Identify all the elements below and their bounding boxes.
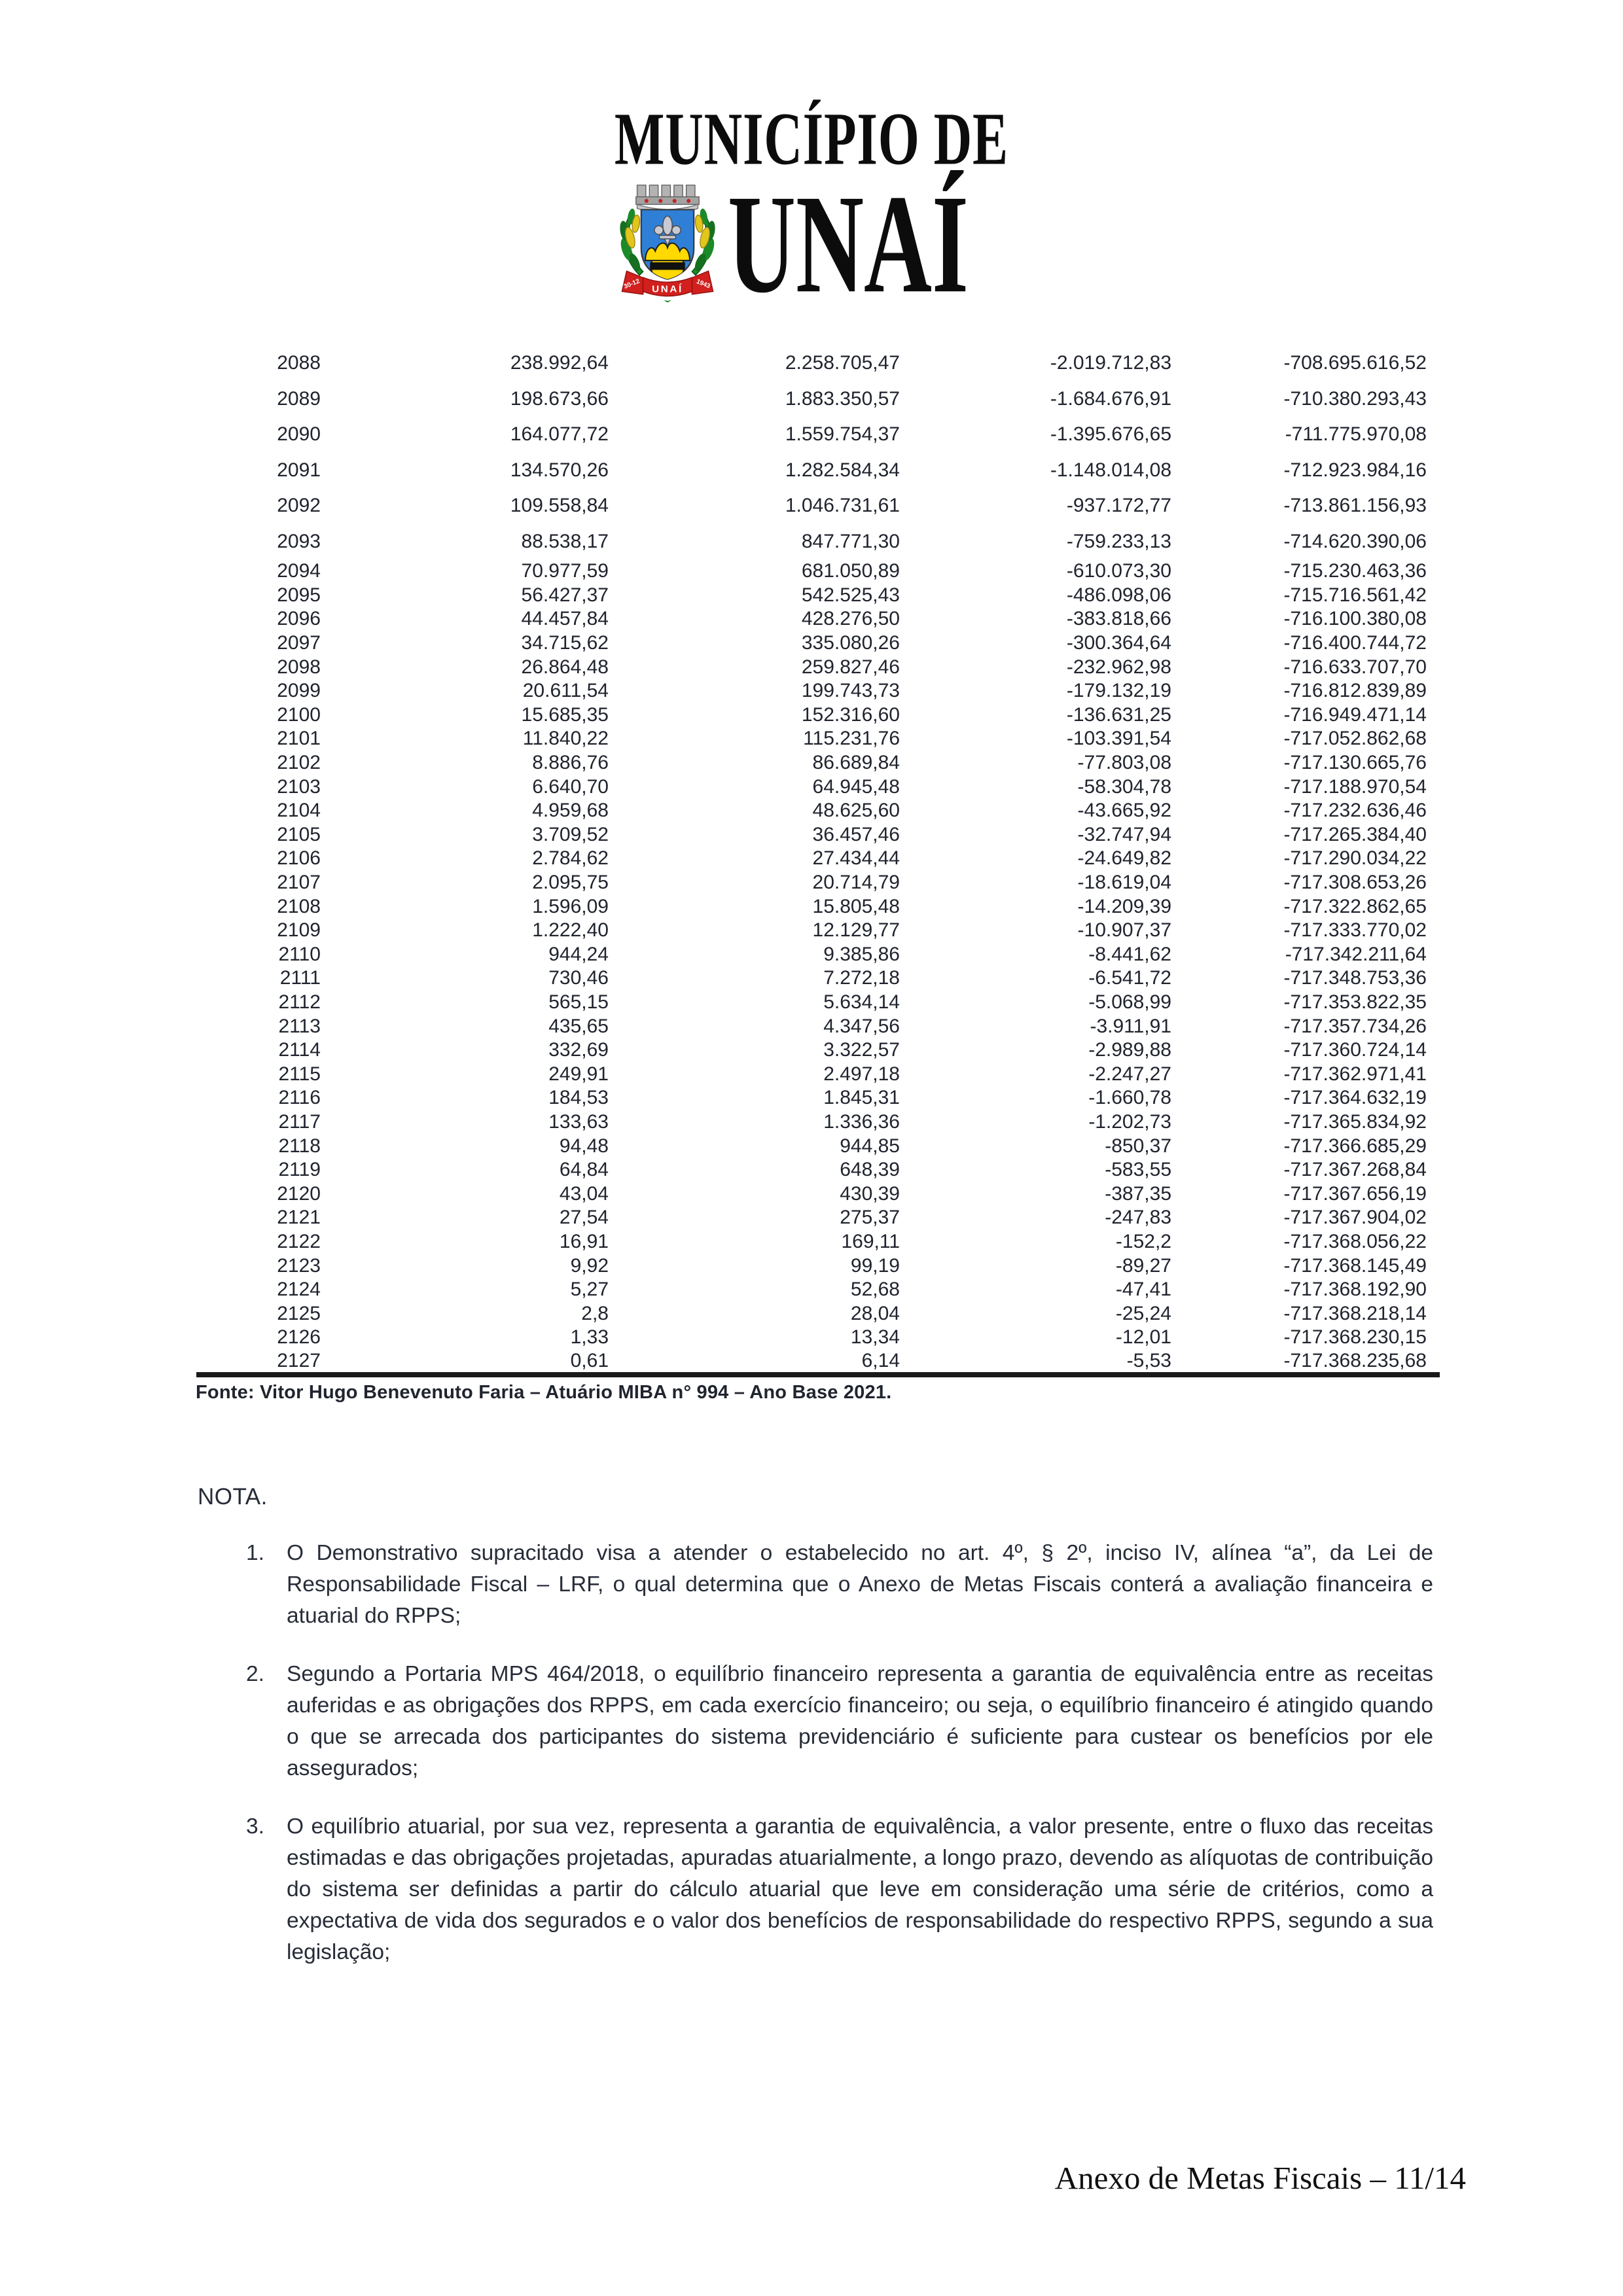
table-row [196,847,1440,871]
value-cell: 428.276,50 [801,608,900,630]
value-cell: -47,41 [1115,1279,1171,1301]
year-cell: 2101 [277,728,321,750]
value-cell: 3.709,52 [532,823,609,845]
note-text: Segundo a Portaria MPS 464/2018, o equilíbrio financeiro representa a garantia de equivalência entre as receitas auferidas e as obrigações dos RPPS, em cada exercício financeiro; ou seja, o equilíbrio financeiro é atingido quando o que se arrecada dos participantes do sistema previdenciário é suficiente para custear os benefícios por ele assegurados; [287,1662,1433,1780]
value-cell: 5.634,14 [823,991,900,1013]
year-cell: 2109 [277,919,321,942]
value-cell: 88.538,17 [521,530,609,552]
value-cell: -583,55 [1105,1159,1171,1181]
value-cell: -717.052.862,68 [1283,728,1427,750]
value-cell: 20.714,79 [812,872,900,894]
value-cell: -712.923.984,16 [1283,459,1427,481]
value-cell: -717.364.632,19 [1283,1087,1427,1109]
table-row [196,584,1440,608]
value-cell: 1.336,36 [823,1110,900,1133]
note-item [196,1811,1440,1968]
value-cell: -24.649,82 [1077,847,1171,870]
table-row [196,1350,1440,1375]
value-cell: -43.665,92 [1077,800,1171,822]
value-cell: -717.368.192,90 [1283,1279,1427,1301]
value-cell: 27,54 [559,1207,609,1229]
value-cell: -10.907,37 [1077,919,1171,942]
value-cell: -717.362.971,41 [1283,1063,1427,1085]
table-row [196,1326,1440,1350]
value-cell: 1.845,31 [823,1087,900,1109]
value-cell: 542.525,43 [801,584,900,606]
value-cell: -8.441,62 [1088,943,1171,965]
value-cell: 169,11 [841,1230,900,1252]
year-cell: 2117 [278,1110,321,1133]
value-cell: 199.743,73 [801,680,900,702]
table-row [196,1206,1440,1230]
value-cell: -1.395.676,65 [1050,423,1171,446]
value-cell: 8.886,76 [532,752,609,774]
value-cell: -717.368.218,14 [1283,1302,1427,1324]
value-cell: -717.367.268,84 [1283,1159,1427,1181]
value-cell: 1.559.754,37 [785,423,900,446]
value-cell: 56.427,37 [521,584,609,606]
value-cell: -717.308.653,26 [1283,872,1427,894]
notes-list [196,1538,1440,1995]
value-cell: -1.684.676,91 [1050,387,1171,410]
value-cell: 13,34 [850,1326,900,1349]
table-row [196,751,1440,775]
table-row [196,727,1440,751]
table-body [196,345,1440,1375]
value-cell: 944,24 [548,943,609,965]
value-cell: -717.368.056,22 [1283,1230,1427,1252]
value-cell: -711.775.970,08 [1285,423,1427,446]
table-row [196,943,1440,967]
value-cell: 27.434,44 [812,847,900,870]
value-cell: -717.368.145,49 [1283,1254,1427,1277]
value-cell: 2.497,18 [823,1063,900,1085]
value-cell: -717.265.384,40 [1283,823,1427,845]
note-number: 2. [246,1662,264,1686]
value-cell: 133,63 [548,1110,609,1133]
year-cell: 2089 [277,387,321,410]
table-row [196,1038,1440,1063]
year-cell: 2127 [277,1349,321,1371]
value-cell: 48.625,60 [812,800,900,822]
year-cell: 2091 [277,459,321,481]
laurel-branch-left [618,208,643,275]
table-row [196,1110,1440,1135]
value-cell: -717.290.034,22 [1283,847,1427,870]
year-cell: 2097 [277,632,321,654]
table-row [196,1301,1440,1326]
value-cell: 3.322,57 [823,1039,900,1061]
value-cell: 1.883.350,57 [785,387,900,410]
value-cell: 94,48 [559,1135,609,1157]
year-cell: 2111 [279,967,321,989]
actuarial-projection-table [196,345,1440,1377]
value-cell: -300.364,64 [1066,632,1171,654]
value-cell: 43,04 [559,1182,609,1205]
value-cell: -717.348.753,36 [1283,967,1427,989]
year-cell: 2094 [277,560,321,582]
value-cell: -1.148.014,08 [1050,459,1171,481]
value-cell: 259.827,46 [801,656,900,678]
year-cell: 2088 [277,352,321,374]
value-cell: 430,39 [840,1182,900,1205]
ribbon-text-right: 1943 [695,278,711,291]
value-cell: 198.673,66 [510,387,609,410]
year-cell: 2108 [277,895,321,917]
table-row [196,966,1440,991]
value-cell: -232.962,98 [1066,656,1171,678]
value-cell: -715.716.561,42 [1283,584,1427,606]
value-cell: 335.080,26 [801,632,900,654]
table-row [196,703,1440,728]
year-cell: 2107 [277,872,321,894]
year-cell: 2104 [277,800,321,822]
value-cell: -716.400.744,72 [1283,632,1427,654]
value-cell: 70.977,59 [521,560,609,582]
value-cell: 1.222,40 [532,919,609,942]
value-cell: -716.633.707,70 [1283,656,1427,678]
value-cell: 249,91 [548,1063,609,1085]
value-cell: -6.541,72 [1088,967,1171,989]
value-cell: -25,24 [1115,1302,1171,1324]
shield [641,209,694,283]
note-text: O Demonstrativo supracitado visa a atender o estabelecido no art. 4º, § 2º, inciso IV, alínea “a”, da Lei de Responsabilidade Fiscal – LRF, o qual determina que o Anexo de Metas Fiscais conterá a avaliação financeira e atuarial do RPPS; [287,1541,1433,1628]
value-cell: -1.202,73 [1088,1110,1171,1133]
table-row [196,655,1440,679]
table-row [196,1086,1440,1110]
value-cell: 26.864,48 [521,656,609,678]
year-cell: 2113 [278,1015,321,1037]
table-row [196,488,1440,524]
year-cell: 2093 [277,530,321,552]
value-cell: -717.322.862,65 [1283,895,1427,917]
table-row [196,1158,1440,1182]
value-cell: 730,46 [548,967,609,989]
value-cell: 1.046.731,61 [785,495,900,517]
value-cell: 12.129,77 [812,919,900,942]
source-note: Fonte: Vitor Hugo Benevenuto Faria – Atuário MIBA n° 994 – Ano Base 2021. [196,1382,892,1403]
value-cell: 4.347,56 [823,1015,900,1037]
year-cell: 2115 [278,1063,321,1085]
value-cell: 681.050,89 [801,560,900,582]
year-cell: 2112 [278,991,321,1013]
table-row [196,991,1440,1015]
table-row [196,799,1440,823]
value-cell: -714.620.390,06 [1283,530,1427,552]
year-cell: 2116 [278,1087,321,1109]
value-cell: 2.258.705,47 [785,352,900,374]
year-cell: 2125 [277,1302,321,1324]
year-cell: 2095 [277,584,321,606]
value-cell: -610.073,30 [1066,560,1171,582]
value-cell: -2.247,27 [1088,1063,1171,1085]
value-cell: 5,27 [570,1279,609,1301]
table-row [196,453,1440,489]
value-cell: -717.232.636,46 [1283,800,1427,822]
year-cell: 2090 [277,423,321,446]
value-cell: -179.132,19 [1066,680,1171,702]
value-cell: -717.366.685,29 [1283,1135,1427,1157]
year-cell: 2099 [277,680,321,702]
year-cell: 2122 [277,1230,321,1252]
year-cell: 2120 [277,1182,321,1205]
notes-title: NOTA. [198,1484,268,1510]
value-cell: 0,61 [570,1349,609,1371]
header-title-text: MUNICÍPIO DE [614,97,1008,181]
table-row [196,345,1440,381]
note-number: 1. [246,1541,264,1565]
value-cell: 944,85 [840,1135,900,1157]
year-cell: 2126 [277,1326,321,1349]
value-cell: 9.385,86 [823,943,900,965]
value-cell: -103.391,54 [1066,728,1171,750]
note-text: O equilíbrio atuarial, por sua vez, representa a garantia de equivalência, a valor presente, entre o fluxo das receitas estimadas e das obrigações projetadas, apuradas atuarialmente, a longo prazo, devendo as alíquotas de contribuição do sistema ser definidas a partir do cálculo atuarial que leve em consideração uma série de critérios, como a expectativa de vida dos segurados e o valor dos benefícios de responsabilidade do respectivo RPPS, segundo a sua legislação; [287,1814,1433,1964]
year-cell: 2103 [277,775,321,798]
year-cell: 2092 [277,495,321,517]
value-cell: 648,39 [840,1159,900,1181]
value-cell: -937.172,77 [1066,495,1171,517]
value-cell: 847.771,30 [801,530,900,552]
value-cell: -759.233,13 [1066,530,1171,552]
year-cell: 2124 [277,1279,321,1301]
value-cell: 11.840,22 [522,728,609,750]
table-row [196,823,1440,847]
value-cell: -1.660,78 [1088,1087,1171,1109]
value-cell: 1,33 [570,1326,609,1349]
value-cell: -715.230.463,36 [1283,560,1427,582]
table-row [196,1014,1440,1038]
table-row [196,679,1440,703]
value-cell: -717.365.834,92 [1283,1110,1427,1133]
value-cell: -3.911,91 [1090,1015,1171,1037]
note-item [196,1538,1440,1632]
year-cell: 2106 [277,847,321,870]
table-row [196,1230,1440,1254]
year-cell: 2121 [277,1207,321,1229]
value-cell: 15.685,35 [521,703,609,726]
table-row [196,1062,1440,1086]
value-cell: -2.019.712,83 [1050,352,1171,374]
value-cell: 184,53 [548,1087,609,1109]
value-cell: 435,65 [548,1015,609,1037]
value-cell: 15.805,48 [812,895,900,917]
table-row [196,1278,1440,1302]
coat-of-arms-logo [609,179,726,305]
value-cell: 52,68 [850,1279,900,1301]
table-row [196,607,1440,631]
value-cell: -850,37 [1105,1135,1171,1157]
table-row [196,894,1440,919]
value-cell: -387,35 [1105,1182,1171,1205]
value-cell: -152,2 [1115,1230,1171,1252]
value-cell: 164.077,72 [510,423,609,446]
ribbon-text-left: 30-12 [622,277,641,291]
value-cell: -12,01 [1115,1326,1171,1349]
value-cell: 152.316,60 [801,703,900,726]
value-cell: -717.368.230,15 [1283,1326,1427,1349]
value-cell: -14.209,39 [1077,895,1171,917]
table-row [196,919,1440,943]
value-cell: -58.304,78 [1077,775,1171,798]
value-cell: -716.949.471,14 [1283,703,1427,726]
value-cell: -717.342.211,64 [1285,943,1427,965]
value-cell: -247,83 [1105,1207,1171,1229]
table-row [196,775,1440,799]
value-cell: -716.100.380,08 [1283,608,1427,630]
value-cell: -717.360.724,14 [1283,1039,1427,1061]
value-cell: -5.068,99 [1088,991,1171,1013]
value-cell: 34.715,62 [521,632,609,654]
year-cell: 2096 [277,608,321,630]
value-cell: -717.367.904,02 [1283,1207,1427,1229]
value-cell: 4.959,68 [532,800,609,822]
value-cell: -32.747,94 [1077,823,1171,845]
value-cell: -2.989,88 [1088,1039,1171,1061]
value-cell: 36.457,46 [812,823,900,845]
note-number: 3. [246,1814,264,1839]
value-cell: 1.596,09 [532,895,609,917]
laurel-branch-right [692,208,717,275]
table-row [196,417,1440,453]
year-cell: 2100 [277,703,321,726]
value-cell: 64,84 [559,1159,609,1181]
value-cell: 332,69 [548,1039,609,1061]
year-cell: 2123 [277,1254,321,1277]
value-cell: 28,04 [850,1302,900,1324]
value-cell: -77.803,08 [1077,752,1171,774]
table-row [196,631,1440,656]
page-footer: Anexo de Metas Fiscais – 11/14 [1054,2160,1466,2196]
year-cell: 2119 [278,1159,321,1181]
value-cell: -713.861.156,93 [1283,495,1427,517]
value-cell: 64.945,48 [812,775,900,798]
value-cell: -89,27 [1115,1254,1171,1277]
value-cell: -710.380.293,43 [1283,387,1427,410]
value-cell: 6.640,70 [532,775,609,798]
table-row [196,524,1440,560]
value-cell: 16,91 [559,1230,609,1252]
value-cell: -717.130.665,76 [1283,752,1427,774]
year-cell: 2105 [277,823,321,845]
value-cell: 99,19 [850,1254,900,1277]
ribbon-text-center: UNAÍ [652,283,683,295]
value-cell: 2.784,62 [532,847,609,870]
header-title [0,97,1623,181]
value-cell: -5,53 [1126,1349,1171,1371]
value-cell: -383.818,66 [1066,608,1171,630]
value-cell: 2.095,75 [532,872,609,894]
value-cell: 115.231,76 [803,728,900,750]
value-cell: 2,8 [581,1302,609,1324]
value-cell: 275,37 [840,1207,900,1229]
table-row [196,1254,1440,1278]
value-cell: 20.611,54 [522,680,609,702]
value-cell: 565,15 [548,991,609,1013]
table-row [196,1182,1440,1206]
value-cell: 134.570,26 [510,459,609,481]
value-cell: 109.558,84 [510,495,609,517]
year-cell: 2102 [277,752,321,774]
value-cell: -717.333.770,02 [1283,919,1427,942]
note-item [196,1659,1440,1784]
municipality-name: UNAÍ [728,166,969,323]
value-cell: 7.272,18 [823,967,900,989]
value-cell: -717.357.734,26 [1283,1015,1427,1037]
value-cell: -486.098,06 [1066,584,1171,606]
value-cell: -717.367.656,19 [1283,1182,1427,1205]
year-cell: 2114 [278,1039,321,1061]
value-cell: -717.188.970,54 [1283,775,1427,798]
value-cell: 6,14 [861,1349,900,1371]
year-cell: 2110 [278,943,321,965]
table-row [196,1134,1440,1158]
value-cell: 1.282.584,34 [785,459,900,481]
table-row [196,559,1440,584]
value-cell: 9,92 [570,1254,609,1277]
value-cell: -717.368.235,68 [1283,1349,1427,1371]
value-cell: -136.631,25 [1066,703,1171,726]
year-cell: 2118 [278,1135,321,1157]
table-row [196,871,1440,895]
table-row [196,381,1440,417]
value-cell: 86.689,84 [812,752,900,774]
value-cell: 44.457,84 [521,608,609,630]
value-cell: -708.695.616,52 [1283,352,1427,374]
value-cell: -18.619,04 [1077,872,1171,894]
value-cell: 238.992,64 [510,352,609,374]
value-cell: -716.812.839,89 [1283,680,1427,702]
year-cell: 2098 [277,656,321,678]
value-cell: -717.353.822,35 [1283,991,1427,1013]
